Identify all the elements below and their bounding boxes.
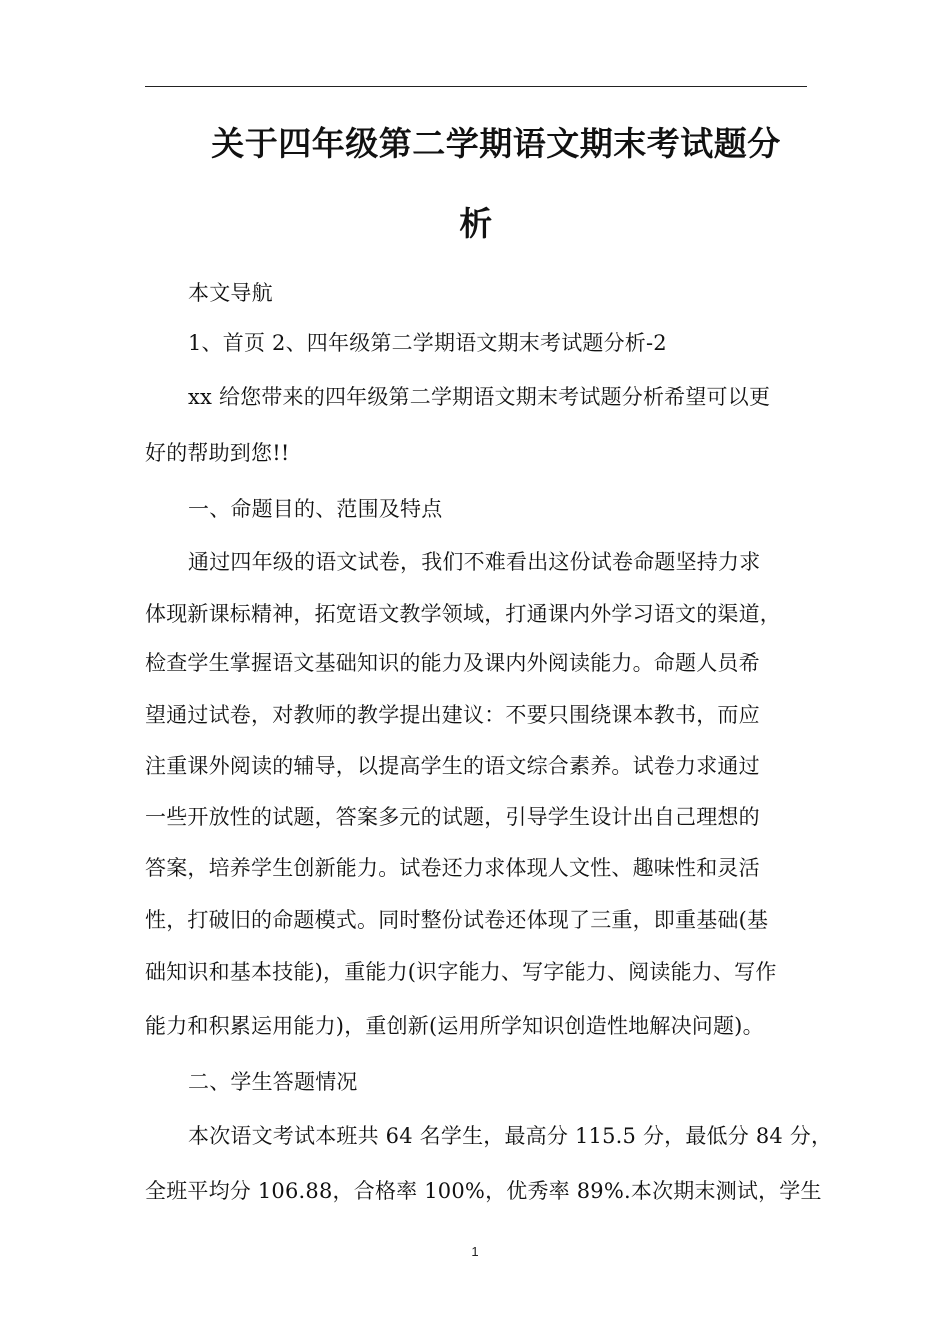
header-rule [145,86,807,87]
page-number: 1 [471,1244,479,1259]
section2-paragraph-line: 本次语文考试本班共 64 名学生，最高分 115.5 分，最低分 84 分， [188,1124,833,1148]
section1-paragraph-line: 性，打破旧的命题模式。同时整份试卷还体现了三重，即重基础(基 [145,908,769,932]
section1-paragraph-line: 通过四年级的语文试卷，我们不难看出这份试卷命题坚持力求 [188,550,761,574]
section-heading-2: 二、学生答题情况 [188,1070,358,1094]
section1-paragraph-line: 础知识和基本技能)，重能力(识字能力、写字能力、阅读能力、写作 [145,960,777,984]
section1-paragraph-line: 答案，培养学生创新能力。试卷还力求体现人文性、趣味性和灵活 [145,856,760,880]
section2-paragraph-line: 全班平均分 106.88，合格率 100%，优秀率 89%.本次期末测试，学生 [145,1179,822,1203]
document-title-line-1: 关于四年级第二学期语文期末考试题分 [211,124,781,163]
section1-paragraph-line: 望通过试卷，对教师的教学提出建议：不要只围绕课本教书，而应 [145,703,760,727]
section1-paragraph-line: 一些开放性的试题，答案多元的试题，引导学生设计出自己理想的 [145,805,760,829]
section1-paragraph-line: 注重课外阅读的辅导，以提高学生的语文综合素养。试卷力求通过 [145,754,760,778]
nav-heading: 本文导航 [188,281,273,305]
document-title-line-2: 析 [459,204,493,243]
section-heading-1: 一、命题目的、范围及特点 [188,497,443,521]
nav-links: 1、首页 2、四年级第二学期语文期末考试题分析-2 [188,331,667,355]
section1-paragraph-line: 体现新课标精神，拓宽语文教学领域，打通课内外学习语文的渠道， [145,602,781,626]
section1-paragraph-line: 检查学生掌握语文基础知识的能力及课内外阅读能力。命题人员希 [145,651,760,675]
intro-paragraph-line: 好的帮助到您!! [145,441,290,465]
intro-paragraph-line: xx 给您带来的四年级第二学期语文期末考试题分析希望可以更 [188,385,771,409]
section1-paragraph-line: 能力和积累运用能力)，重创新(运用所学知识创造性地解决问题)。 [145,1014,764,1038]
